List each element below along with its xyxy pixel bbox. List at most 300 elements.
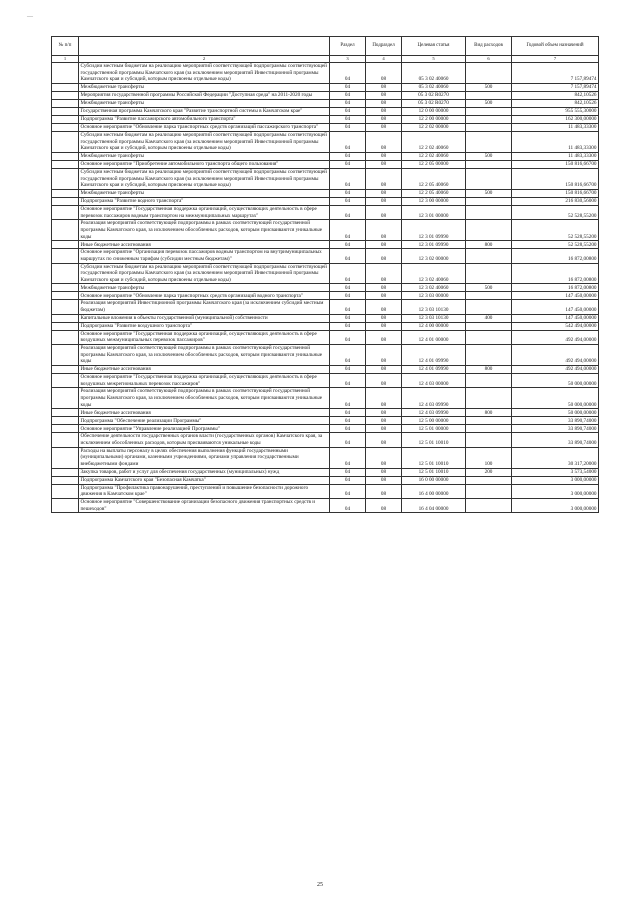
cell-article: 12 5 01 10010 [402, 447, 466, 468]
cell-article: 12 2 02 40060 [402, 131, 466, 152]
cell-razdel: 04 [330, 205, 366, 219]
cell-amount: 147 450,00000 [512, 292, 599, 300]
cell-num [52, 168, 79, 189]
cell-amount: 492 494,00000 [512, 366, 599, 374]
cell-podrazdel: 08 [366, 476, 402, 484]
table-row [52, 366, 599, 374]
cell-podrazdel: 08 [366, 374, 402, 388]
cell-article: 12 3 01 09990 [402, 220, 466, 241]
cell-razdel: 04 [330, 292, 366, 300]
cell-name: Иные бюджетные ассигнования [79, 366, 330, 374]
cell-razdel: 04 [330, 99, 366, 107]
cell-amount: 150 816,66700 [512, 168, 599, 189]
cell-name: Основное мероприятие "Государственная поддержка организаций, осуществляющих деятельность в сфере воздушных межмуниципальных перевозок пассажиров" [79, 330, 330, 344]
column-number: 3 [330, 56, 366, 63]
cell-amount: 842,10526 [512, 99, 599, 107]
table-row [52, 322, 599, 330]
cell-podrazdel: 08 [366, 322, 402, 330]
cell-num [52, 123, 79, 131]
cell-amount: 11 483,33300 [512, 152, 599, 160]
cell-name: Основное мероприятие "Управление реализацией Программы" [79, 425, 330, 433]
cell-num [52, 115, 79, 123]
cell-num [52, 131, 79, 152]
cell-podrazdel: 08 [366, 249, 402, 263]
cell-expense-type [466, 292, 512, 300]
cell-name: Межбюджетные трансферты [79, 152, 330, 160]
cell-expense-type [466, 374, 512, 388]
cell-num [52, 220, 79, 241]
budget-table [51, 36, 599, 513]
table-row [52, 425, 599, 433]
table-body [52, 63, 599, 513]
cell-amount: 33 890,74000 [512, 433, 599, 447]
cell-razdel: 04 [330, 189, 366, 197]
table-row [52, 152, 599, 160]
cell-num [52, 498, 79, 512]
cell-podrazdel: 08 [366, 433, 402, 447]
cell-expense-type: 500 [466, 83, 512, 91]
cell-razdel: 04 [330, 468, 366, 476]
cell-amount: 842,10526 [512, 91, 599, 99]
cell-article: 12 4 01 09990 [402, 345, 466, 366]
cell-amount: 3 000,00000 [512, 476, 599, 484]
cell-article: 12 2 00 00000 [402, 115, 466, 123]
cell-name: Основное мероприятие "Совершенствование организации безопасного движения транспортных средств и пешеходов" [79, 498, 330, 512]
cell-razdel: 04 [330, 498, 366, 512]
cell-name: Обеспечение деятельности государственных органов власти (государственных органов) Камчатского края, за исключением обособленных расходов, которым присваиваются уникальные коды [79, 433, 330, 447]
cell-podrazdel: 08 [366, 447, 402, 468]
cell-name: Основное мероприятие "Организация перевозок пассажиров водным транспортом на внутримуниципальных маршрутах по сниженным тарифам (субсидии местным бюджетам)" [79, 249, 330, 263]
cell-podrazdel: 08 [366, 168, 402, 189]
cell-expense-type [466, 205, 512, 219]
cell-razdel: 04 [330, 300, 366, 314]
table-row [52, 468, 599, 476]
cell-name: Реализация мероприятий соответствующей подпрограммы в рамках соответствующей государственной программы Камчатского края, за исключением обособленных расходов, которым присваиваются уникальные коды [79, 388, 330, 409]
cell-podrazdel: 08 [366, 220, 402, 241]
cell-podrazdel: 08 [366, 345, 402, 366]
cell-num [52, 241, 79, 249]
cell-name: Подпрограмма "Развитие воздушного транспорта" [79, 322, 330, 330]
cell-name: Иные бюджетные ассигнования [79, 241, 330, 249]
cell-name: Межбюджетные трансферты [79, 189, 330, 197]
cell-podrazdel: 08 [366, 468, 402, 476]
cell-podrazdel: 08 [366, 417, 402, 425]
column-number: 1 [52, 56, 79, 63]
table-row [52, 388, 599, 409]
cell-razdel: 04 [330, 107, 366, 115]
cell-expense-type [466, 107, 512, 115]
cell-razdel: 04 [330, 131, 366, 152]
cell-expense-type [466, 388, 512, 409]
cell-name: Основное мероприятие "Обновление парка транспортных средств организаций пассажирского транспорта" [79, 123, 330, 131]
cell-num [52, 345, 79, 366]
cell-expense-type [466, 249, 512, 263]
column-number: 5 [402, 56, 466, 63]
column-number: 7 [512, 56, 599, 63]
table-row [52, 263, 599, 284]
cell-expense-type [466, 91, 512, 99]
cell-article: 16 0 00 00000 [402, 476, 466, 484]
table-row [52, 131, 599, 152]
cell-num [52, 189, 79, 197]
cell-podrazdel: 08 [366, 131, 402, 152]
cell-expense-type [466, 220, 512, 241]
table-row [52, 91, 599, 99]
cell-article: 12 2 02 40060 [402, 152, 466, 160]
cell-expense-type [466, 330, 512, 344]
table-row [52, 484, 599, 498]
cell-article: 12 2 02 00000 [402, 123, 466, 131]
cell-amount: 3 000,00000 [512, 498, 599, 512]
cell-podrazdel: 08 [366, 189, 402, 197]
cell-amount: 542 494,00000 [512, 322, 599, 330]
table-row [52, 123, 599, 131]
header-article: Целевая статья [402, 37, 466, 56]
cell-article: 12 4 03 00000 [402, 374, 466, 388]
header-razdel: Раздел [330, 37, 366, 56]
cell-podrazdel: 08 [366, 263, 402, 284]
table-row [52, 314, 599, 322]
table-row [52, 476, 599, 484]
cell-num [52, 322, 79, 330]
cell-podrazdel: 08 [366, 409, 402, 417]
cell-razdel: 04 [330, 123, 366, 131]
cell-name: Основное мероприятие "Приобретение автомобильного транспорта общего пользования" [79, 160, 330, 168]
cell-article: 12 5 01 00000 [402, 425, 466, 433]
cell-name: Субсидии местным бюджетам на реализацию мероприятий соответствующей подпрограммы соответствующей государственной программы Камчатского края (за исключением мероприятий Инвестиционной программы Камчатского края и субсидий, которым присвоены отдельные коды) [79, 168, 330, 189]
cell-podrazdel: 08 [366, 107, 402, 115]
cell-amount: 50 000,00000 [512, 409, 599, 417]
cell-name: Иные бюджетные ассигнования [79, 409, 330, 417]
cell-name: Субсидии местным бюджетам на реализацию мероприятий соответствующей подпрограммы соответствующей государственной программы Камчатского края (за исключением мероприятий Инвестиционной программы Камчатского края и субсидий, которым присвоены отдельные коды) [79, 63, 330, 84]
cell-name: Реализация мероприятий соответствующей подпрограммы в рамках соответствующей государственной программы Камчатского края, за исключением обособленных расходов, которым присваиваются уникальные коды [79, 220, 330, 241]
table-header-row [52, 37, 599, 56]
table-row [52, 107, 599, 115]
cell-razdel: 04 [330, 220, 366, 241]
cell-amount: 16 872,00800 [512, 284, 599, 292]
cell-name: Субсидии местным бюджетам на реализацию мероприятий соответствующей подпрограммы соответствующей государственной программы Камчатского края (за исключением мероприятий Инвестиционной программы Камчатского края и субсидий, которым присвоены отдельные коды) [79, 263, 330, 284]
cell-razdel: 04 [330, 284, 366, 292]
cell-expense-type [466, 300, 512, 314]
cell-amount: 492 494,00000 [512, 345, 599, 366]
cell-podrazdel: 08 [366, 284, 402, 292]
cell-razdel: 04 [330, 83, 366, 91]
cell-razdel: 04 [330, 345, 366, 366]
cell-num [52, 409, 79, 417]
cell-expense-type [466, 498, 512, 512]
cell-article: 12 3 01 00000 [402, 205, 466, 219]
cell-article: 05 3 02 R0270 [402, 99, 466, 107]
table-row [52, 433, 599, 447]
cell-num [52, 91, 79, 99]
table-row [52, 160, 599, 168]
cell-article: 16 4 00 00000 [402, 484, 466, 498]
cell-podrazdel: 08 [366, 425, 402, 433]
cell-razdel: 04 [330, 249, 366, 263]
table-row [52, 447, 599, 468]
table-row [52, 168, 599, 189]
cell-name: Реализация мероприятий Инвестиционной программы Камчатского края (за исключением субсидий местным бюджетам) [79, 300, 330, 314]
cell-amount: 11 483,33300 [512, 123, 599, 131]
cell-num [52, 284, 79, 292]
cell-num [52, 484, 79, 498]
header-podrazdel: Подраздел [366, 37, 402, 56]
table-row [52, 498, 599, 512]
cell-razdel: 04 [330, 417, 366, 425]
cell-amount: 7 157,89474 [512, 63, 599, 84]
cell-expense-type: 800 [466, 241, 512, 249]
cell-expense-type: 800 [466, 366, 512, 374]
header-name [79, 37, 330, 56]
cell-article: 12 3 03 10130 [402, 300, 466, 314]
cell-name: Межбюджетные трансферты [79, 99, 330, 107]
cell-expense-type: 400 [466, 314, 512, 322]
table-row [52, 409, 599, 417]
page-number: 25 [317, 882, 323, 888]
cell-podrazdel: 08 [366, 91, 402, 99]
cell-name: Капитальные вложения в объекты государственной (муниципальной) собственности [79, 314, 330, 322]
column-number: 4 [366, 56, 402, 63]
cell-name: Подпрограмма "Профилактика правонарушений, преступлений и повышение безопасности дорожного движения в Камчатском крае" [79, 484, 330, 498]
cell-article: 12 5 01 10010 [402, 468, 466, 476]
cell-amount: 3 573,54000 [512, 468, 599, 476]
cell-razdel: 04 [330, 263, 366, 284]
table-row [52, 189, 599, 197]
cell-article: 12 5 01 10010 [402, 433, 466, 447]
cell-article: 12 4 01 09990 [402, 366, 466, 374]
cell-amount: 150 816,66700 [512, 189, 599, 197]
cell-article: 16 4 04 00000 [402, 498, 466, 512]
cell-podrazdel: 08 [366, 366, 402, 374]
cell-expense-type [466, 417, 512, 425]
cell-podrazdel: 08 [366, 123, 402, 131]
cell-expense-type [466, 168, 512, 189]
cell-podrazdel: 08 [366, 292, 402, 300]
cell-num [52, 374, 79, 388]
cell-article: 05 3 02 R0270 [402, 91, 466, 99]
cell-num [52, 447, 79, 468]
cell-num [52, 197, 79, 205]
cell-name: Межбюджетные трансферты [79, 284, 330, 292]
cell-razdel: 04 [330, 314, 366, 322]
page-corner-mark: — [27, 14, 33, 20]
cell-razdel: 04 [330, 374, 366, 388]
cell-podrazdel: 08 [366, 197, 402, 205]
table-row [52, 115, 599, 123]
cell-amount: 3 000,00000 [512, 484, 599, 498]
cell-expense-type [466, 425, 512, 433]
cell-podrazdel: 08 [366, 99, 402, 107]
cell-num [52, 263, 79, 284]
cell-expense-type [466, 322, 512, 330]
cell-article: 12 2 05 00000 [402, 160, 466, 168]
cell-amount: 11 483,33300 [512, 131, 599, 152]
cell-amount: 150 816,66700 [512, 160, 599, 168]
column-number: 6 [466, 56, 512, 63]
cell-amount: 162 300,00000 [512, 115, 599, 123]
cell-expense-type [466, 263, 512, 284]
cell-article: 12 3 02 40060 [402, 284, 466, 292]
cell-amount: 955 555,30000 [512, 107, 599, 115]
cell-num [52, 63, 79, 84]
table-row [52, 330, 599, 344]
cell-num [52, 107, 79, 115]
cell-razdel: 04 [330, 425, 366, 433]
cell-name: Государственная программа Камчатского края "Развитие транспортной системы в Камчатском крае" [79, 107, 330, 115]
cell-expense-type [466, 197, 512, 205]
cell-amount: 16 872,00800 [512, 263, 599, 284]
cell-podrazdel: 08 [366, 115, 402, 123]
cell-expense-type [466, 160, 512, 168]
cell-article: 12 4 01 00000 [402, 330, 466, 344]
cell-amount: 50 000,00000 [512, 388, 599, 409]
cell-amount: 216 830,56000 [512, 197, 599, 205]
cell-num [52, 205, 79, 219]
cell-expense-type [466, 476, 512, 484]
table-row [52, 99, 599, 107]
cell-razdel: 04 [330, 476, 366, 484]
cell-name: Основное мероприятие "Государственная поддержка организаций, осуществляющих деятельность в сфере воздушных межрегиональных перевозок пассажиров" [79, 374, 330, 388]
cell-num [52, 314, 79, 322]
cell-article: 12 3 03 10130 [402, 314, 466, 322]
cell-razdel: 04 [330, 197, 366, 205]
table-row [52, 241, 599, 249]
cell-amount: 52 528,55200 [512, 205, 599, 219]
cell-razdel: 04 [330, 322, 366, 330]
cell-amount: 50 000,00000 [512, 374, 599, 388]
cell-expense-type: 800 [466, 409, 512, 417]
cell-podrazdel: 08 [366, 388, 402, 409]
table-row [52, 197, 599, 205]
cell-podrazdel: 08 [366, 300, 402, 314]
cell-expense-type: 500 [466, 152, 512, 160]
cell-amount: 492 494,00000 [512, 330, 599, 344]
cell-expense-type: 500 [466, 284, 512, 292]
table-row [52, 292, 599, 300]
cell-podrazdel: 08 [366, 498, 402, 512]
cell-razdel: 04 [330, 63, 366, 84]
cell-expense-type [466, 63, 512, 84]
cell-name: Закупка товаров, работ и услуг для обеспечения государственных (муниципальных) нужд [79, 468, 330, 476]
cell-num [52, 330, 79, 344]
cell-num [52, 300, 79, 314]
cell-razdel: 04 [330, 447, 366, 468]
cell-podrazdel: 08 [366, 241, 402, 249]
cell-article: 12 0 00 00000 [402, 107, 466, 115]
cell-razdel: 04 [330, 330, 366, 344]
cell-amount: 7 157,89474 [512, 83, 599, 91]
cell-name: Подпрограмма Камчатского края "Безопасная Камчатка" [79, 476, 330, 484]
cell-podrazdel: 08 [366, 484, 402, 498]
table-row [52, 220, 599, 241]
cell-razdel: 04 [330, 241, 366, 249]
cell-article: 12 3 02 40060 [402, 263, 466, 284]
cell-razdel: 04 [330, 160, 366, 168]
cell-num [52, 152, 79, 160]
cell-razdel: 04 [330, 409, 366, 417]
cell-name: Подпрограмма "Развитие водного транспорта" [79, 197, 330, 205]
table-row [52, 374, 599, 388]
cell-name: Подпрограмма "Развитие пассажирского автомобильного транспорта" [79, 115, 330, 123]
cell-expense-type [466, 345, 512, 366]
table-row [52, 345, 599, 366]
cell-article: 12 5 00 00000 [402, 417, 466, 425]
header-amount: Годовой объем назначений [512, 37, 599, 56]
cell-expense-type [466, 115, 512, 123]
table-row [52, 63, 599, 84]
cell-article: 12 4 00 00000 [402, 322, 466, 330]
cell-expense-type: 200 [466, 468, 512, 476]
cell-amount: 33 890,74000 [512, 425, 599, 433]
cell-num [52, 292, 79, 300]
cell-name: Основное мероприятие "Государственная поддержка организаций, осуществляющих деятельность в сфере перевозок пассажиров водным транспортом на межмуниципальных маршрутах" [79, 205, 330, 219]
cell-expense-type: 500 [466, 99, 512, 107]
cell-podrazdel: 08 [366, 160, 402, 168]
header-num: № п/п [52, 37, 79, 56]
cell-num [52, 425, 79, 433]
cell-name: Расходы на выплаты персоналу в целях обеспечения выполнения функций государственными (муниципальными) органами, казенными учреждениями, органами управления государственными внебюджетными фондами [79, 447, 330, 468]
cell-razdel: 04 [330, 484, 366, 498]
cell-amount: 52 528,55200 [512, 220, 599, 241]
cell-article: 12 2 05 40060 [402, 189, 466, 197]
cell-razdel: 04 [330, 388, 366, 409]
cell-razdel: 04 [330, 152, 366, 160]
cell-expense-type [466, 131, 512, 152]
cell-expense-type [466, 123, 512, 131]
cell-num [52, 99, 79, 107]
cell-amount: 147 450,00000 [512, 300, 599, 314]
cell-name: Подпрограмма "Обеспечение реализации Программы" [79, 417, 330, 425]
cell-num [52, 468, 79, 476]
cell-num [52, 366, 79, 374]
table-row [52, 284, 599, 292]
cell-expense-type: 100 [466, 447, 512, 468]
table-row [52, 249, 599, 263]
cell-article: 05 3 02 40060 [402, 63, 466, 84]
cell-amount: 16 872,00800 [512, 249, 599, 263]
cell-podrazdel: 08 [366, 330, 402, 344]
cell-num [52, 388, 79, 409]
cell-article: 12 3 03 00000 [402, 292, 466, 300]
cell-name: Основное мероприятие "Обновление парка транспортных средств организаций водного транспорта" [79, 292, 330, 300]
cell-amount: 30 317,20000 [512, 447, 599, 468]
table-row [52, 300, 599, 314]
cell-podrazdel: 08 [366, 83, 402, 91]
cell-amount: 33 890,74000 [512, 417, 599, 425]
cell-num [52, 433, 79, 447]
cell-num [52, 83, 79, 91]
cell-razdel: 04 [330, 91, 366, 99]
cell-amount: 147 450,00000 [512, 314, 599, 322]
cell-razdel: 04 [330, 433, 366, 447]
cell-name: Реализация мероприятий соответствующей подпрограммы в рамках соответствующей государственной программы Камчатского края, за исключением обособленных расходов, которым присваиваются уникальные коды [79, 345, 330, 366]
cell-razdel: 04 [330, 168, 366, 189]
cell-expense-type: 500 [466, 189, 512, 197]
cell-name: Субсидии местным бюджетам на реализацию мероприятий соответствующей подпрограммы соответствующей государственной программы Камчатского края (за исключением мероприятий Инвестиционной программы Камчатского края и субсидий, которым присвоены отдельные коды) [79, 131, 330, 152]
cell-podrazdel: 08 [366, 205, 402, 219]
header-expense-type: Вид расходов [466, 37, 512, 56]
cell-num [52, 249, 79, 263]
cell-name: Мероприятия государственной программы Российской Федерации "Доступная среда" на 2011-2020 годы [79, 91, 330, 99]
cell-razdel: 04 [330, 366, 366, 374]
table-row [52, 417, 599, 425]
cell-num [52, 476, 79, 484]
column-number: 2 [79, 56, 330, 63]
cell-name: Межбюджетные трансферты [79, 83, 330, 91]
cell-podrazdel: 08 [366, 63, 402, 84]
cell-article: 12 3 00 00000 [402, 197, 466, 205]
cell-article: 12 4 03 09990 [402, 388, 466, 409]
